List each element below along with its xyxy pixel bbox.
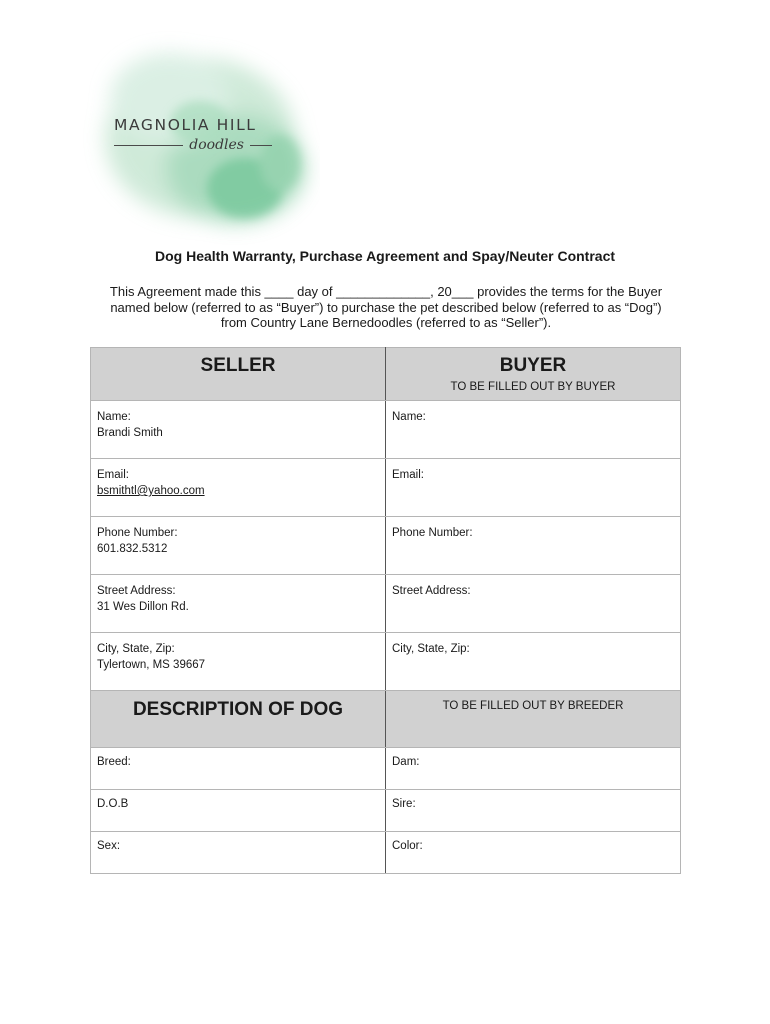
seller-city-label: City, State, Zip: (97, 643, 175, 655)
seller-phone-label: Phone Number: (97, 527, 178, 539)
buyer-street-field[interactable] (386, 575, 681, 633)
dam-field[interactable] (386, 748, 681, 790)
buyer-heading: BUYER (499, 355, 567, 376)
sire-field[interactable] (386, 790, 681, 832)
buyer-street-label: Street Address: (392, 585, 471, 597)
contract-table (90, 347, 681, 874)
seller-heading: SELLER (200, 355, 276, 376)
logo-script: doodles (189, 137, 244, 153)
logo-tagline (114, 134, 272, 156)
sex-field[interactable] (91, 832, 386, 874)
sire-label: Sire: (392, 798, 416, 810)
logo-rule-left (114, 145, 183, 146)
buyer-name-label: Name: (392, 411, 426, 423)
seller-street-label: Street Address: (97, 585, 176, 597)
breed-label: Breed: (97, 756, 131, 768)
breeder-note-header (386, 691, 681, 748)
seller-street-value: 31 Wes Dillon Rd. (97, 601, 189, 613)
buyer-name-field[interactable] (386, 401, 681, 459)
buyer-note: TO BE FILLED OUT BY BUYER (450, 381, 616, 393)
buyer-phone-label: Phone Number: (392, 527, 473, 539)
seller-name-label: Name: (97, 411, 131, 423)
dog-heading: DESCRIPTION OF DOG (132, 699, 344, 720)
buyer-city-field[interactable] (386, 633, 681, 691)
seller-city-value: Tylertown, MS 39667 (97, 659, 206, 671)
sex-label: Sex: (97, 840, 121, 852)
buyer-phone-field[interactable] (386, 517, 681, 575)
dam-label: Dam: (392, 756, 420, 768)
document-title: Dog Health Warranty, Purchase Agreement and Spay/Neuter Contract (154, 248, 616, 264)
dog-description-header (91, 691, 386, 748)
buyer-header (386, 348, 681, 401)
agreement-intro: This Agreement made this ____ day of _____________, 20___ provides the terms for the Buyer named below (referred to as “Buyer”) to purchase the pet described below (referred to as “Dog”) from Country Lane Bernedoodles (referred to as “Seller”). (109, 284, 663, 330)
logo-name: MAGNOLIA HILL (114, 116, 257, 134)
dob-field[interactable] (91, 790, 386, 832)
color-field[interactable] (386, 832, 681, 874)
buyer-city-label: City, State, Zip: (392, 643, 470, 655)
seller-email-label: Email: (97, 469, 129, 481)
seller-phone-value: 601.832.5312 (97, 543, 168, 555)
breeder-note: TO BE FILLED OUT BY BREEDER (442, 700, 624, 712)
dob-label: D.O.B (97, 798, 129, 810)
buyer-email-field[interactable] (386, 459, 681, 517)
seller-header (91, 348, 386, 401)
breed-field[interactable] (91, 748, 386, 790)
seller-email-link[interactable]: bsmithtl@yahoo.com (97, 485, 205, 497)
logo-rule-right (250, 145, 272, 146)
color-label: Color: (392, 840, 423, 852)
buyer-email-label: Email: (392, 469, 424, 481)
seller-name-value: Brandi Smith (97, 427, 163, 439)
